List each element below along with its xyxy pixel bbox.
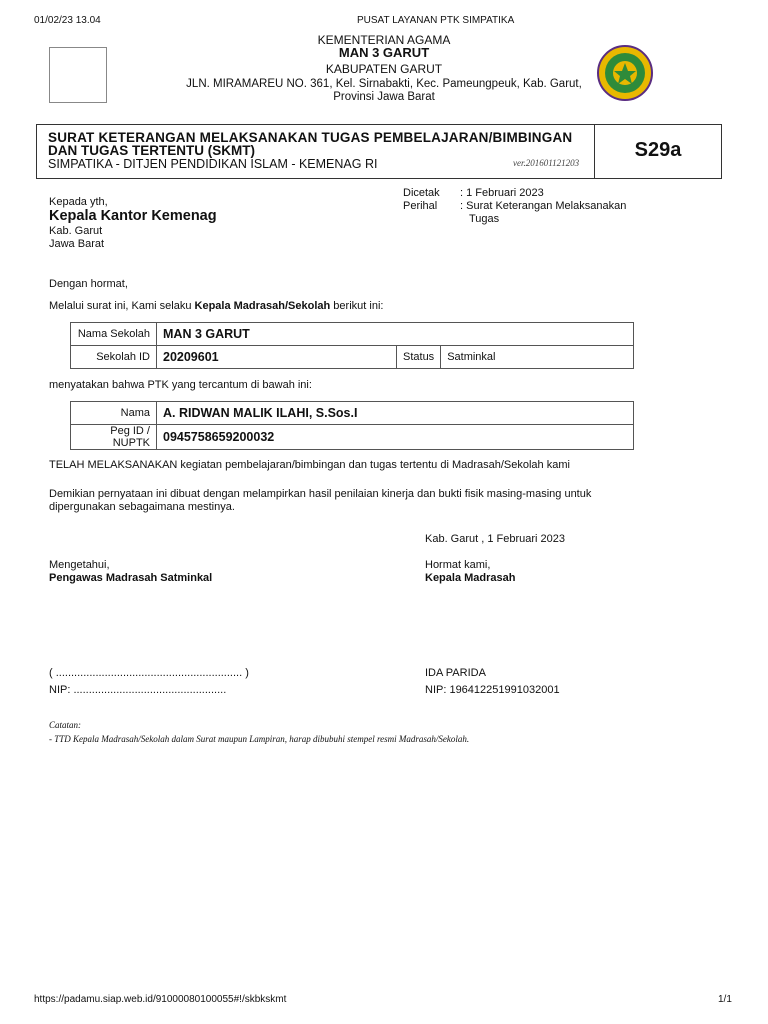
ptk-name-value: A. RIDWAN MALIK ILAHI, S.Sos.I: [157, 402, 634, 425]
ptk-id-value: 0945758659200032: [157, 425, 634, 450]
note-text: - TTD Kepala Madrasah/Sekolah dalam Surat maupun Lampiran, harap dibubuhi stempel resmi Madrasah/Sekolah.: [49, 734, 470, 744]
declaration-text: TELAH MELAKSANAKAN kegiatan pembelajaran/bimbingan dan tugas tertentu di Madrasah/Sekolah kami: [49, 459, 570, 471]
recipient-line1: Kab. Garut: [49, 225, 103, 237]
document-subtitle: SIMPATIKA - DITJEN PENDIDIKAN ISLAM - KEMENAG RI: [48, 157, 378, 171]
recipient-name: Kepala Kantor Kemenag: [49, 208, 217, 224]
print-datetime: 01/02/23 13.04: [34, 15, 101, 26]
letterhead-address-line1: JLN. MIRAMAREU NO. 361, Kel. Sirnabakti, Kec. Pameungpeuk, Kab. Garut,: [186, 78, 582, 90]
recipient-greeting: Kepada yth,: [49, 196, 108, 208]
left-sign-name: ( ............................................................. ): [49, 667, 249, 679]
document-title-line2: DAN TUGAS TERTENTU (SKMT): [48, 143, 255, 158]
subject-value-line2: Tugas: [469, 213, 500, 225]
right-sign-intro: Hormat kami,: [425, 559, 491, 571]
right-sign-role: Kepala Madrasah: [425, 572, 516, 584]
subject-value-line1: : Surat Keterangan Melaksanakan: [460, 200, 627, 212]
print-url: https://padamu.siap.web.id/91000080100055#!/skbkskmt: [34, 994, 287, 1005]
left-sign-role: Pengawas Madrasah Satminkal: [49, 572, 213, 584]
document-title-box: [36, 124, 722, 179]
subject-label: Perihal: [403, 200, 438, 212]
letterhead-address-line2: Provinsi Jawa Barat: [333, 91, 435, 103]
school-name-value: MAN 3 GARUT: [157, 323, 634, 346]
form-code-box: [594, 124, 722, 179]
ptk-info-table: [70, 401, 634, 450]
printed-label: Dicetak: [403, 187, 440, 199]
ministry-seal-icon: [596, 44, 654, 102]
document-version: ver.201601121203: [513, 158, 580, 168]
left-sign-intro: Mengetahui,: [49, 559, 110, 571]
document-title-line1: SURAT KETERANGAN MELAKSANAKAN TUGAS PEMBELAJARAN/BIMBINGAN: [48, 130, 573, 145]
recipient-line2: Jawa Barat: [49, 238, 105, 250]
letterhead-school: MAN 3 GARUT: [338, 45, 430, 60]
note-title: Catatan:: [49, 720, 82, 730]
school-status-label: Status: [397, 346, 441, 369]
school-info-table: [70, 322, 634, 369]
form-code: S29a: [634, 139, 682, 161]
intro-text-bold: Kepala Madrasah/Sekolah: [194, 300, 331, 312]
statement-text: menyatakan bahwa PTK yang tercantum di bawah ini:: [49, 379, 312, 391]
letterhead-ministry: KEMENTERIAN AGAMA: [317, 33, 451, 47]
print-page-title: PUSAT LAYANAN PTK SIMPATIKA: [357, 15, 515, 26]
ptk-id-label: Peg ID / NUPTK: [71, 425, 157, 450]
ptk-name-label: Nama: [71, 402, 157, 425]
table-row: [71, 323, 634, 346]
table-row: [71, 346, 634, 369]
intro-paragraph: [49, 300, 383, 312]
intro-text-pre: Melalui surat ini, Kami selaku: [49, 300, 195, 312]
closing-line1: Demikian pernyataan ini dibuat dengan melampirkan hasil penilaian kinerja dan bukti fisik masing-masing untuk: [49, 488, 592, 500]
left-sign-nip: NIP: ..................................................: [49, 684, 227, 696]
print-page-number: 1/1: [718, 994, 732, 1005]
table-row: [71, 402, 634, 425]
school-status-value: Satminkal: [441, 346, 634, 369]
table-row: [71, 425, 634, 450]
intro-text-post: berikut ini:: [330, 300, 384, 312]
printed-value: : 1 Februari 2023: [460, 187, 544, 199]
right-sign-name: IDA PARIDA: [425, 667, 486, 679]
school-id-value: 20209601: [157, 346, 397, 369]
letterhead-regency: KABUPATEN GARUT: [325, 62, 443, 76]
school-id-label: Sekolah ID: [71, 346, 157, 369]
place-date: Kab. Garut , 1 Februari 2023: [425, 533, 566, 545]
school-name-label: Nama Sekolah: [71, 323, 157, 346]
right-sign-nip: NIP: 196412251991032001: [425, 684, 560, 696]
closing-line2: dipergunakan sebagaimana mestinya.: [49, 501, 235, 513]
salutation: Dengan hormat,: [49, 278, 128, 290]
